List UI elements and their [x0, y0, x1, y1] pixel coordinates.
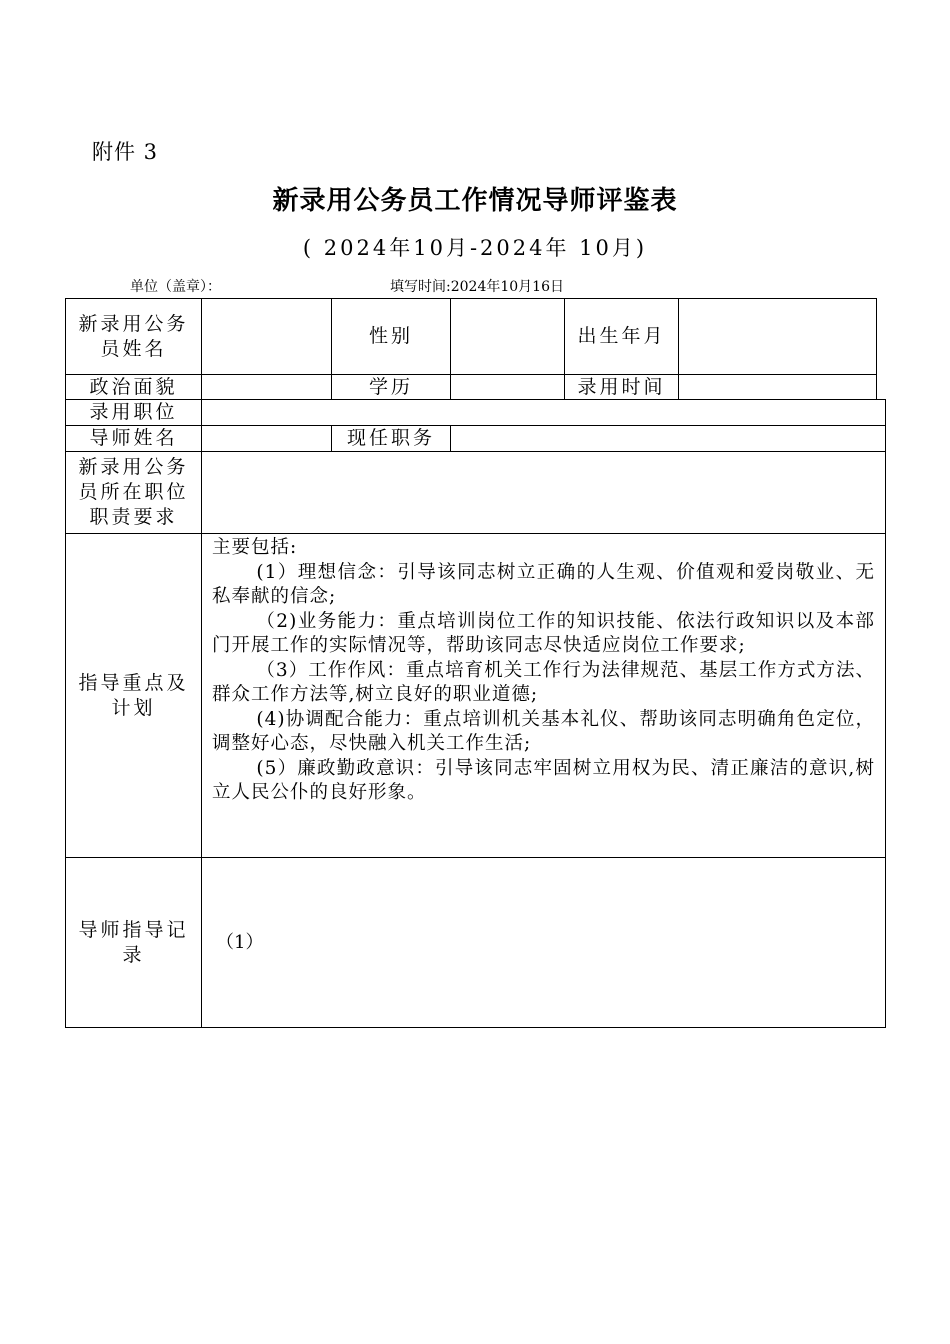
birth-value[interactable]: [678, 298, 877, 375]
evaluation-period: ( 2024年10月-2024年 10月): [302, 236, 648, 260]
plan-item-coordination: (4)协调配合能力：重点培训机关基本礼仪、帮助该同志明确角色定位，调整好心态，尽快融入机关工作生活;: [212, 708, 875, 754]
politics-label-text: 政治面貌: [89, 375, 178, 398]
education-label-text: 学历: [368, 375, 413, 398]
plan-item-style: （3）工作作风：重点培育机关工作行为法律规范、基层工作方式方法、群众工作方法等,树立良好的职业道德;: [212, 659, 875, 705]
education-value[interactable]: [450, 374, 565, 400]
current-post-label: [331, 425, 451, 452]
current-post-label-text: 现任职务: [346, 427, 435, 449]
unit-seal-label: 单位（盖章）：: [130, 279, 221, 295]
plan-item-business: （2)业务能力：重点培训岗位工作的知识技能、依法行政知识以及本部门开展工作的实际情况等，帮助该同志尽快适应岗位工作要求;: [212, 610, 875, 656]
mentor-name-value[interactable]: [201, 425, 332, 452]
plan-content: [201, 533, 886, 858]
record-content[interactable]: [201, 857, 886, 1028]
politics-label: [65, 374, 202, 400]
plan-label-text: 指导重点及计划: [78, 671, 189, 719]
education-label: [331, 374, 451, 400]
plan-item-ideals: (1）理想信念：引导该同志树立正确的人生观、价值观和爱岗敬业、无私奉献的信念;: [212, 561, 875, 607]
birth-label: [564, 298, 679, 375]
mentor-name-label-text: 导师姓名: [89, 427, 178, 449]
record-text: （1）: [216, 932, 264, 953]
name-label-text: 新录用公务员姓名: [78, 312, 189, 360]
form-title: 新录用公务员工作情况导师评鉴表: [272, 186, 678, 216]
birth-label-text: 出生年月: [577, 325, 666, 347]
gender-label: [331, 298, 451, 375]
mentor-name-label: [65, 425, 202, 452]
position-value[interactable]: [201, 399, 886, 426]
plan-item-integrity: (5）廉政勤政意识：引导该同志牢固树立用权为民、清正廉洁的意识,树立人民公仆的良好形象。: [212, 757, 875, 803]
name-label: [65, 298, 202, 375]
hire-time-label-text: 录用时间: [577, 375, 666, 398]
duty-label-text: 新录用公务员所在职位职责要求: [78, 456, 189, 528]
plan-label: [65, 533, 202, 858]
politics-value[interactable]: [201, 374, 332, 400]
position-label-text: 录用职位: [89, 401, 178, 423]
gender-value[interactable]: [450, 298, 565, 375]
duty-label: [65, 451, 202, 534]
fill-time: 填写时间:2024年10月16日: [390, 279, 564, 295]
position-label: [65, 399, 202, 426]
hire-time-label: [564, 374, 679, 400]
attachment-number: 附件 3: [92, 140, 159, 164]
record-label-text: 导师指导记录: [78, 918, 189, 966]
current-post-value[interactable]: [450, 425, 886, 452]
gender-label-text: 性别: [368, 325, 413, 347]
record-label: [65, 857, 202, 1028]
hire-time-value[interactable]: [678, 374, 877, 400]
duty-value[interactable]: [201, 451, 886, 534]
plan-intro: 主要包括:: [212, 537, 298, 558]
name-value[interactable]: [201, 298, 332, 375]
